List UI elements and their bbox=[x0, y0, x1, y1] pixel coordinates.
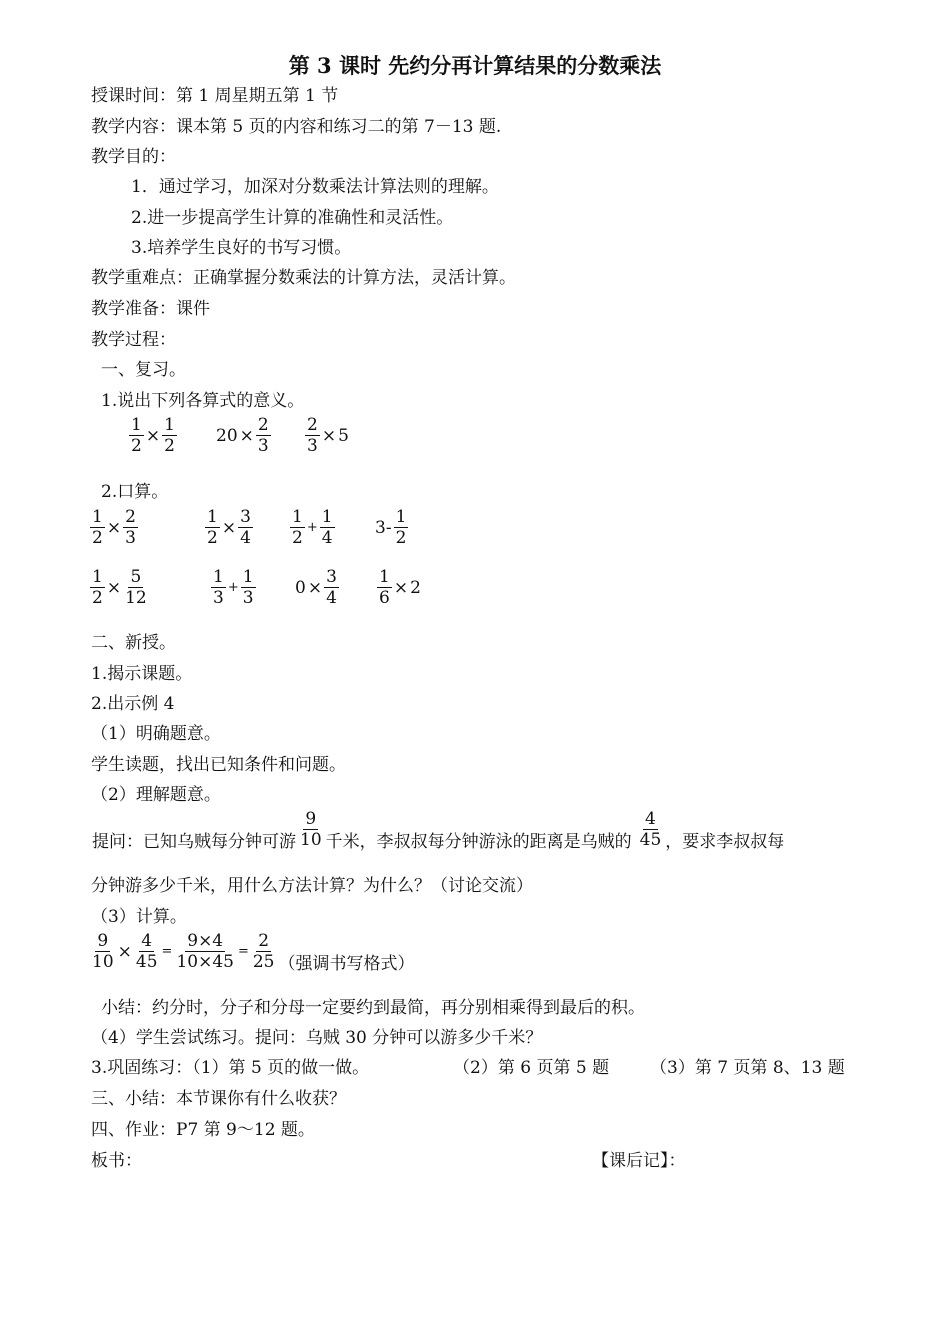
oral-expression bbox=[204, 507, 254, 548]
teaching-goal-item: 1．通过学习，加深对分数乘法计算法则的理解。 bbox=[131, 177, 499, 197]
fraction: $\frac{1}{3}$ bbox=[213, 567, 224, 608]
teaching-preparation: 教学准备：课件 bbox=[91, 299, 210, 319]
fraction: $\frac{4}{45}$ bbox=[135, 931, 158, 972]
new-lesson-heading: 二、新授。 bbox=[91, 633, 176, 653]
equals-sign: = bbox=[161, 944, 173, 959]
teaching-process-label: 教学过程： bbox=[91, 330, 176, 350]
teaching-goal-item: 3.培养学生良好的书写习惯。 bbox=[131, 238, 352, 258]
oral-expression bbox=[210, 567, 257, 608]
oral-expression bbox=[89, 507, 139, 548]
new-lesson-step: 1.揭示课题。 bbox=[91, 664, 193, 684]
fraction: $\frac{2}{3}$ bbox=[307, 415, 318, 456]
oral-expression bbox=[289, 507, 336, 548]
oral-expression bbox=[89, 567, 150, 608]
teaching-time: 授课时间：第 1 周星期五第 1 节 bbox=[91, 86, 339, 106]
oral-expression: $\frac{1}{6}$ × 2 bbox=[379, 567, 421, 608]
homework: 四、作业：P7 第 9～12 题。 bbox=[91, 1120, 315, 1140]
times-sign: × bbox=[393, 577, 409, 598]
teaching-goal-label: 教学目的： bbox=[91, 147, 176, 167]
plus-sign: + bbox=[306, 520, 318, 535]
fraction: $\frac{5}{12}$ bbox=[125, 567, 147, 608]
fraction: $\frac{1}{2}$ bbox=[207, 507, 218, 548]
practice-c: （3）第 7 页第 8、13 题 bbox=[650, 1058, 845, 1078]
fraction: $\frac{1}{2}$ bbox=[92, 507, 103, 548]
board-label: 板书： bbox=[91, 1151, 142, 1171]
times-sign: × bbox=[307, 577, 323, 598]
question-line: 提问：已知乌贼每分钟可游 $\frac{9}{10}$ 千米，李叔叔每分钟游泳的距离是乌贼的 $\frac{4}{45}$ ，要求李叔叔每 bbox=[92, 809, 785, 852]
fraction: $\frac{1}{6}$ bbox=[379, 567, 390, 608]
fraction: $\frac{9\times 4}{10\times 45}$ bbox=[176, 931, 234, 972]
equals-sign: = bbox=[237, 944, 249, 959]
plus-sign: + bbox=[227, 580, 239, 595]
new-lesson-substep: （1）明确题意。 bbox=[91, 724, 221, 744]
fraction: $\frac{1}{2}$ bbox=[164, 415, 175, 456]
question-line-2: 分钟游多少千米，用什么方法计算？为什么？（讨论交流） bbox=[91, 876, 533, 896]
fraction: $\frac{1}{3}$ bbox=[242, 567, 254, 608]
teaching-difficulty: 教学重难点：正确掌握分数乘法的计算方法，灵活计算。 bbox=[91, 268, 516, 288]
calculation-expression bbox=[89, 931, 416, 972]
practice-b: （2）第 6 页第 5 题 bbox=[453, 1058, 610, 1078]
fraction: $\frac{2}{25}$ bbox=[252, 931, 275, 972]
fraction: $\frac{1}{2}$ bbox=[131, 415, 142, 456]
fraction: $\frac{2}{3}$ bbox=[257, 415, 269, 456]
teaching-content: 教学内容：课本第 5 页的内容和练习二的第 7－13 题. bbox=[91, 117, 502, 137]
fraction: $\frac{1}{4}$ bbox=[321, 507, 333, 548]
times-sign: × bbox=[117, 941, 132, 962]
meaning-expression: $\frac{2}{3}$ × 5 bbox=[307, 415, 349, 456]
new-lesson-step: 2.出示例 4 bbox=[91, 694, 175, 714]
fraction: $\frac{9}{10}$ bbox=[300, 809, 322, 850]
meaning-expression bbox=[128, 415, 178, 456]
times-sign: × bbox=[221, 517, 237, 538]
fraction: $\frac{1}{2}$ bbox=[395, 507, 407, 548]
format-note: （强调书写格式） bbox=[278, 954, 415, 974]
times-sign: × bbox=[321, 425, 337, 446]
fraction: $\frac{2}{3}$ bbox=[125, 507, 136, 548]
new-lesson-substep: （4）学生尝试练习。提问：乌贼 30 分钟可以游多少千米？ bbox=[91, 1028, 543, 1048]
times-sign: × bbox=[239, 425, 254, 446]
new-lesson-substep: （3）计算。 bbox=[91, 907, 187, 927]
summary-section: 三、小结：本节课你有什么收获？ bbox=[91, 1089, 346, 1109]
fraction: $\frac{9}{10}$ bbox=[92, 931, 114, 972]
practice-a: 3.巩固练习：（1）第 5 页的做一做。 bbox=[91, 1058, 370, 1078]
fraction: $\frac{1}{2}$ bbox=[292, 507, 303, 548]
times-sign: × bbox=[106, 517, 122, 538]
summary-text: 小结：约分时，分子和分母一定要约到最简，再分别相乘得到最后的积。 bbox=[101, 998, 645, 1018]
new-lesson-substep: （2）理解题意。 bbox=[91, 785, 221, 805]
teaching-goal-item: 2.进一步提高学生计算的准确性和灵活性。 bbox=[131, 208, 454, 228]
fraction: $\frac{3}{4}$ bbox=[326, 567, 337, 608]
fraction: $\frac{3}{4}$ bbox=[240, 507, 251, 548]
oral-expression: 0 × $\frac{3}{4}$ bbox=[295, 567, 337, 608]
times-sign: × bbox=[145, 425, 161, 446]
review-item-oral: 2.口算。 bbox=[101, 482, 169, 502]
afterword-label: 【课后记】： bbox=[592, 1151, 686, 1171]
oral-expression: 3- $\frac{1}{2}$ bbox=[375, 507, 407, 548]
new-lesson-text: 学生读题，找出已知条件和问题。 bbox=[91, 755, 346, 775]
times-sign: × bbox=[106, 577, 122, 598]
fraction: $\frac{1}{2}$ bbox=[92, 567, 103, 608]
review-heading: 一、复习。 bbox=[101, 360, 186, 380]
review-item-meaning: 1.说出下列各算式的意义。 bbox=[101, 391, 305, 411]
meaning-expression: 20 × $\frac{2}{3}$ bbox=[216, 415, 269, 456]
page-title: 第 3 课时 先约分再计算结果的分数乘法 bbox=[288, 53, 662, 78]
fraction: $\frac{4}{45}$ bbox=[639, 809, 662, 850]
